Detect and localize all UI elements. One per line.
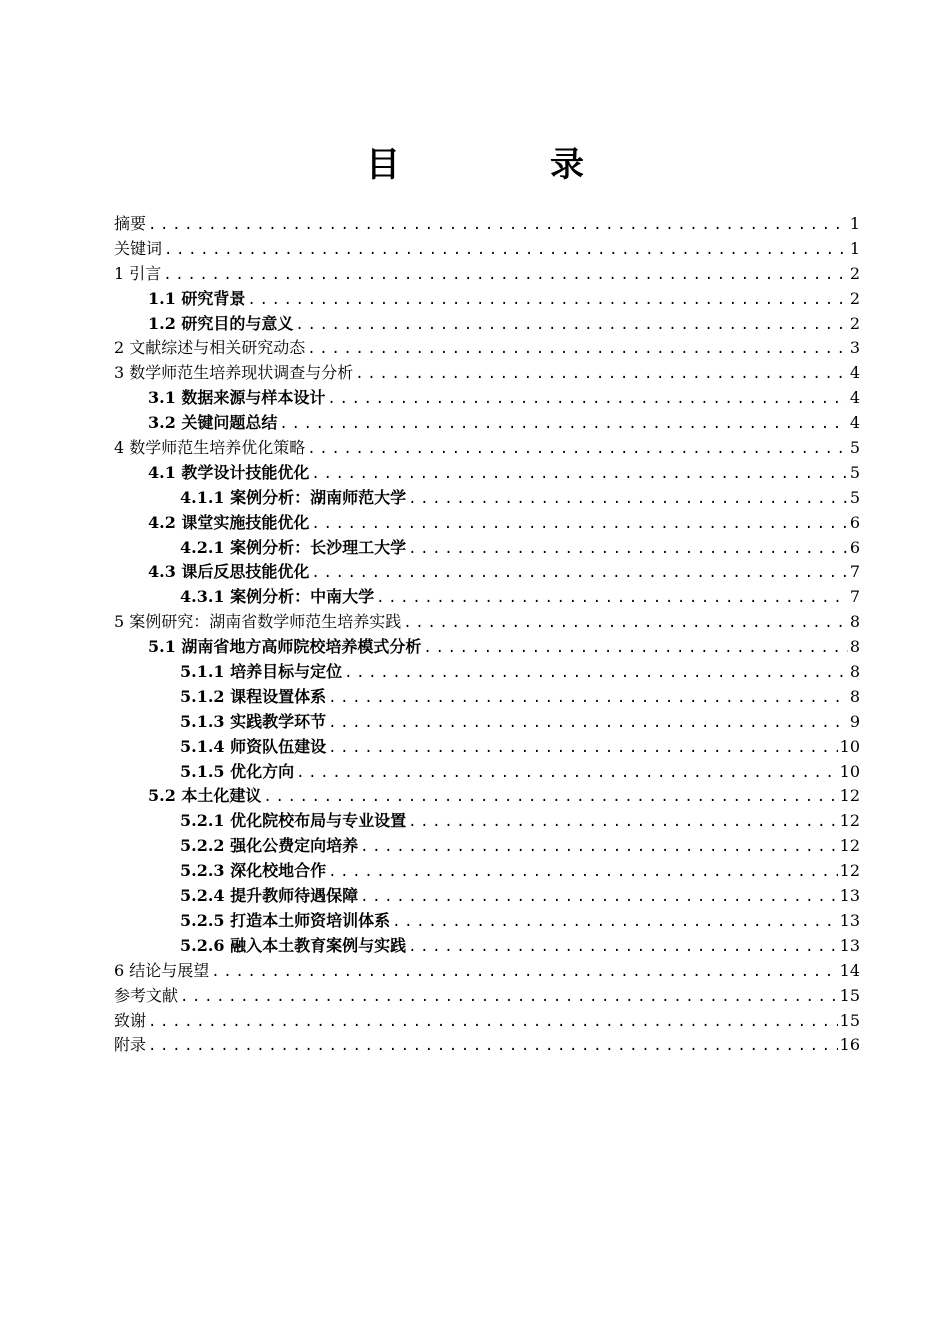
toc-entry[interactable] bbox=[114, 909, 860, 934]
toc-dot-leader bbox=[295, 313, 847, 338]
toc-dot-leader bbox=[360, 835, 838, 860]
toc-entry-page-number: 8 bbox=[849, 612, 860, 632]
toc-dot-leader bbox=[180, 985, 838, 1010]
toc-dot-leader bbox=[263, 785, 837, 810]
toc-entry-label: 5.2.2 强化公费定向培养 bbox=[180, 836, 359, 856]
toc-entry-page-number: 6 bbox=[849, 512, 860, 532]
toc-entry[interactable] bbox=[114, 610, 860, 635]
toc-entry[interactable] bbox=[114, 312, 860, 337]
toc-dot-leader bbox=[307, 337, 848, 362]
toc-dot-leader bbox=[148, 213, 848, 238]
toc-entry[interactable] bbox=[114, 336, 860, 361]
toc-entry[interactable] bbox=[114, 635, 860, 660]
table-of-contents bbox=[114, 212, 860, 1058]
toc-entry-label: 5.2 本土化建议 bbox=[148, 786, 262, 806]
toc-entry-label: 3.1 数据来源与样本设计 bbox=[148, 388, 326, 408]
toc-entry[interactable] bbox=[114, 1009, 860, 1034]
toc-entry-label: 5.1.2 课程设置体系 bbox=[180, 686, 327, 706]
toc-entry-page-number: 13 bbox=[839, 935, 860, 955]
toc-entry-page-number: 12 bbox=[839, 836, 860, 856]
toc-dot-leader bbox=[408, 935, 838, 960]
toc-entry-page-number: 13 bbox=[839, 886, 860, 906]
toc-entry-page-number: 9 bbox=[849, 711, 860, 731]
toc-entry-page-number: 5 bbox=[849, 462, 860, 482]
toc-entry-page-number: 4 bbox=[849, 413, 860, 433]
toc-entry-page-number: 12 bbox=[839, 861, 860, 881]
toc-entry-label: 2 文献综述与相关研究动态 bbox=[114, 338, 306, 358]
toc-entry[interactable] bbox=[114, 212, 860, 237]
toc-dot-leader bbox=[327, 387, 847, 412]
toc-entry-page-number: 13 bbox=[839, 910, 860, 930]
toc-entry[interactable] bbox=[114, 660, 860, 685]
toc-dot-leader bbox=[328, 711, 848, 736]
toc-dot-leader bbox=[311, 462, 847, 487]
toc-entry-page-number: 4 bbox=[849, 363, 860, 383]
toc-entry-label: 1.2 研究目的与意义 bbox=[148, 313, 294, 333]
toc-entry-label: 4.3 课后反思技能优化 bbox=[148, 562, 310, 582]
toc-entry-page-number: 2 bbox=[849, 313, 860, 333]
toc-dot-leader bbox=[355, 362, 848, 387]
toc-entry[interactable] bbox=[114, 859, 860, 884]
toc-entry-label: 5 案例研究：湖南省数学师范生培养实践 bbox=[114, 612, 402, 632]
toc-entry[interactable] bbox=[114, 386, 860, 411]
toc-entry[interactable] bbox=[114, 760, 860, 785]
toc-entry[interactable] bbox=[114, 984, 860, 1009]
toc-entry-label: 4.1.1 案例分析：湖南师范大学 bbox=[180, 487, 407, 507]
toc-entry-page-number: 15 bbox=[839, 1010, 860, 1030]
toc-entry[interactable] bbox=[114, 361, 860, 386]
toc-dot-leader bbox=[408, 810, 838, 835]
toc-dot-leader bbox=[392, 910, 838, 935]
toc-entry-label: 摘要 bbox=[114, 214, 147, 233]
toc-entry-page-number: 5 bbox=[849, 487, 860, 507]
toc-entry-label: 3 数学师范生培养现状调查与分析 bbox=[114, 363, 354, 383]
toc-entry-label: 5.1.3 实践教学环节 bbox=[180, 711, 327, 731]
toc-entry-page-number: 16 bbox=[839, 1035, 860, 1055]
toc-entry-label: 1.1 研究背景 bbox=[148, 288, 246, 308]
toc-entry-label: 4.1 教学设计技能优化 bbox=[148, 462, 310, 482]
toc-entry[interactable] bbox=[114, 809, 860, 834]
toc-dot-leader bbox=[164, 238, 848, 263]
toc-dot-leader bbox=[344, 661, 848, 686]
toc-entry-label: 5.1.4 师资队伍建设 bbox=[180, 736, 327, 756]
toc-entry-page-number: 7 bbox=[849, 562, 860, 582]
toc-entry[interactable] bbox=[114, 536, 860, 561]
toc-dot-leader bbox=[211, 960, 837, 985]
toc-entry-page-number: 4 bbox=[849, 388, 860, 408]
toc-entry-page-number: 8 bbox=[849, 662, 860, 682]
toc-dot-leader bbox=[311, 561, 847, 586]
toc-entry-page-number: 5 bbox=[849, 438, 860, 458]
toc-entry-label: 1 引言 bbox=[114, 263, 162, 283]
toc-entry-page-number: 1 bbox=[849, 214, 860, 233]
toc-entry[interactable] bbox=[114, 411, 860, 436]
toc-entry-label: 4.2.1 案例分析：长沙理工大学 bbox=[180, 537, 407, 557]
toc-entry-page-number: 7 bbox=[849, 587, 860, 607]
toc-entry-label: 5.1.1 培养目标与定位 bbox=[180, 662, 343, 682]
toc-dot-leader bbox=[328, 860, 838, 885]
toc-dot-leader bbox=[423, 636, 847, 661]
toc-entry-label: 6 结论与展望 bbox=[114, 960, 210, 980]
toc-entry[interactable] bbox=[114, 735, 860, 760]
toc-dot-leader bbox=[360, 885, 838, 910]
toc-entry-label: 关键词 bbox=[114, 238, 163, 258]
toc-entry-label: 3.2 关键问题总结 bbox=[148, 413, 278, 433]
toc-entry-label: 4.2 课堂实施技能优化 bbox=[148, 512, 310, 532]
toc-entry[interactable] bbox=[114, 262, 860, 287]
toc-entry-label: 4.3.1 案例分析：中南大学 bbox=[180, 587, 375, 607]
toc-entry-page-number: 6 bbox=[849, 537, 860, 557]
toc-dot-leader bbox=[148, 1034, 838, 1059]
toc-entry[interactable] bbox=[114, 685, 860, 710]
toc-entry[interactable] bbox=[114, 834, 860, 859]
toc-dot-leader bbox=[403, 611, 848, 636]
toc-dot-leader bbox=[376, 586, 848, 611]
toc-entry-page-number: 12 bbox=[839, 786, 860, 806]
page-title: 目 录 bbox=[366, 145, 642, 185]
toc-entry-label: 5.2.5 打造本土师资培训体系 bbox=[180, 910, 391, 930]
toc-entry-label: 5.1.5 优化方向 bbox=[180, 761, 295, 781]
toc-entry-page-number: 8 bbox=[849, 686, 860, 706]
toc-entry-page-number: 2 bbox=[849, 263, 860, 283]
toc-entry-label: 致谢 bbox=[114, 1010, 147, 1030]
toc-dot-leader bbox=[148, 1010, 838, 1035]
toc-entry-label: 附录 bbox=[114, 1035, 147, 1055]
toc-entry-label: 5.2.6 融入本土教育案例与实践 bbox=[180, 935, 407, 955]
toc-dot-leader bbox=[328, 736, 838, 761]
toc-entry-page-number: 3 bbox=[849, 338, 860, 358]
toc-entry-page-number: 8 bbox=[849, 637, 860, 657]
toc-entry-page-number: 15 bbox=[839, 985, 860, 1005]
toc-entry-label: 5.2.1 优化院校布局与专业设置 bbox=[180, 811, 407, 831]
toc-entry-page-number: 14 bbox=[839, 960, 860, 980]
toc-entry-label: 5.1 湖南省地方高师院校培养模式分析 bbox=[148, 637, 422, 657]
toc-dot-leader bbox=[163, 263, 848, 288]
toc-dot-leader bbox=[311, 512, 847, 537]
toc-entry-label: 5.2.4 提升教师待遇保障 bbox=[180, 886, 359, 906]
toc-entry-page-number: 10 bbox=[839, 761, 860, 781]
toc-dot-leader bbox=[296, 761, 838, 786]
toc-entry-page-number: 12 bbox=[839, 811, 860, 831]
toc-entry-page-number: 10 bbox=[839, 736, 860, 756]
toc-dot-leader bbox=[328, 686, 848, 711]
toc-dot-leader bbox=[279, 412, 847, 437]
toc-entry[interactable] bbox=[114, 287, 860, 312]
toc-entry[interactable] bbox=[114, 784, 860, 809]
toc-entry[interactable] bbox=[114, 436, 860, 461]
toc-entry[interactable] bbox=[114, 1033, 860, 1058]
toc-dot-leader bbox=[408, 487, 848, 512]
toc-entry[interactable] bbox=[114, 486, 860, 511]
toc-dot-leader bbox=[307, 437, 848, 462]
toc-entry-page-number: 1 bbox=[849, 238, 860, 258]
toc-entry[interactable] bbox=[114, 237, 860, 262]
toc-entry[interactable] bbox=[114, 461, 860, 486]
toc-entry-label: 4 数学师范生培养优化策略 bbox=[114, 438, 306, 458]
toc-entry[interactable] bbox=[114, 710, 860, 735]
toc-entry[interactable] bbox=[114, 959, 860, 984]
toc-entry[interactable] bbox=[114, 511, 860, 536]
toc-entry-label: 参考文献 bbox=[114, 985, 179, 1005]
toc-entry-label: 5.2.3 深化校地合作 bbox=[180, 861, 327, 881]
toc-entry[interactable] bbox=[114, 884, 860, 909]
toc-entry[interactable] bbox=[114, 585, 860, 610]
toc-entry[interactable] bbox=[114, 560, 860, 585]
toc-entry-page-number: 2 bbox=[849, 288, 860, 308]
toc-dot-leader bbox=[247, 288, 847, 313]
toc-dot-leader bbox=[408, 537, 848, 562]
toc-entry[interactable] bbox=[114, 934, 860, 959]
